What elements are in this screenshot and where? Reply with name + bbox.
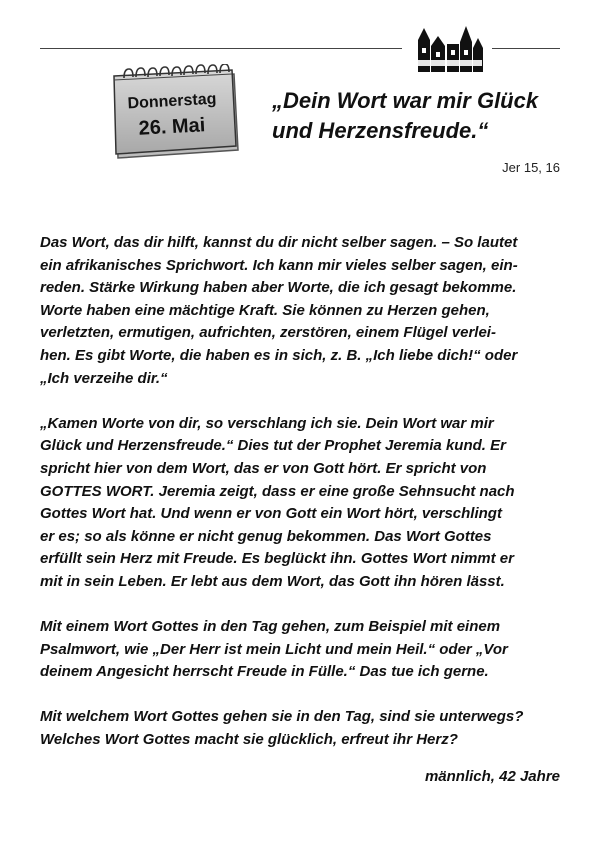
header-rule-right: [492, 48, 560, 49]
text-line: Mit einem Wort Gottes in den Tag gehen, zum Beispiel mit einem: [40, 618, 501, 636]
calendar-date: 26. Mai: [138, 114, 206, 140]
paragraph: [40, 232, 560, 390]
text-line: reden. Stärke Wirkung haben aber Worte, die ich gesagt bekomme.: [40, 279, 517, 297]
text-line: Mit welchem Wort Gottes gehen sie in den Tag, sind sie unterwegs?: [40, 708, 524, 726]
text-line: deinem Angesicht herrscht Freude in Fülle.“ Das tue ich gerne.: [40, 663, 489, 681]
devotional-text: [40, 232, 560, 774]
title-line: „Dein Wort war mir Glück: [272, 88, 539, 113]
text-line: spricht hier von dem Wort, das er von Gott hört. Er spricht von: [40, 459, 487, 477]
text-line: Psalmwort, wie „Der Herr ist mein Licht und mein Heil.“ oder „Vor: [40, 640, 508, 658]
text-line: ein afrikanisches Sprichwort. Ich kann mir vieles selber sagen, ein-: [40, 256, 518, 274]
title-line: und Herzensfreude.“: [272, 118, 489, 143]
bible-reference: Jer 15, 16: [502, 160, 560, 175]
paragraph: [40, 706, 560, 751]
text-line: Das Wort, das dir hilft, kannst du dir nicht selber sagen. – So lautet: [40, 234, 518, 251]
page-title: [272, 86, 572, 146]
calendar-weekday: Donnerstag: [127, 90, 217, 113]
text-line: „Ich verzeihe dir.“: [40, 369, 168, 387]
text-line: Welches Wort Gottes macht sie glücklich, erfreut ihr Herz?: [40, 731, 458, 749]
text-line: verletzten, ermutigen, aufrichten, zerstören, einem Flügel verlei-: [40, 324, 496, 342]
author-signature: männlich, 42 Jahre: [424, 768, 560, 785]
text-line: Gottes Wort hat. Und wenn er von Gott ein Wort hört, verschlingt: [40, 505, 502, 523]
paragraph: [40, 413, 560, 594]
paragraph: [40, 616, 560, 684]
text-line: erfüllt sein Herz mit Freude. Es beglückt ihn. Gottes Wort nimmt er: [40, 550, 514, 568]
text-line: Worte haben eine mächtige Kraft. Sie können zu Herzen gehen,: [40, 301, 490, 319]
text-line: hen. Es gibt Worte, die haben es in sich, z. B. „Ich liebe dich!“ oder: [40, 346, 518, 364]
text-line: Glück und Herzensfreude.“ Dies tut der Prophet Jeremia kund. Er: [40, 437, 506, 455]
header-rule-left: [40, 48, 402, 49]
text-line: GOTTES WORT. Jeremia zeigt, dass er eine große Sehnsucht nach: [40, 482, 515, 500]
text-line: „Kamen Worte von dir, so verschlang ich sie. Dein Wort war mir: [40, 414, 494, 432]
church-towers-logo-icon: [414, 22, 484, 74]
text-line: er es; so als könne er nicht genug bekommen. Das Wort Gottes: [40, 527, 492, 545]
text-line: mit in sein Leben. Er lebt aus dem Wort, das Gott ihn hören lässt.: [40, 572, 505, 590]
